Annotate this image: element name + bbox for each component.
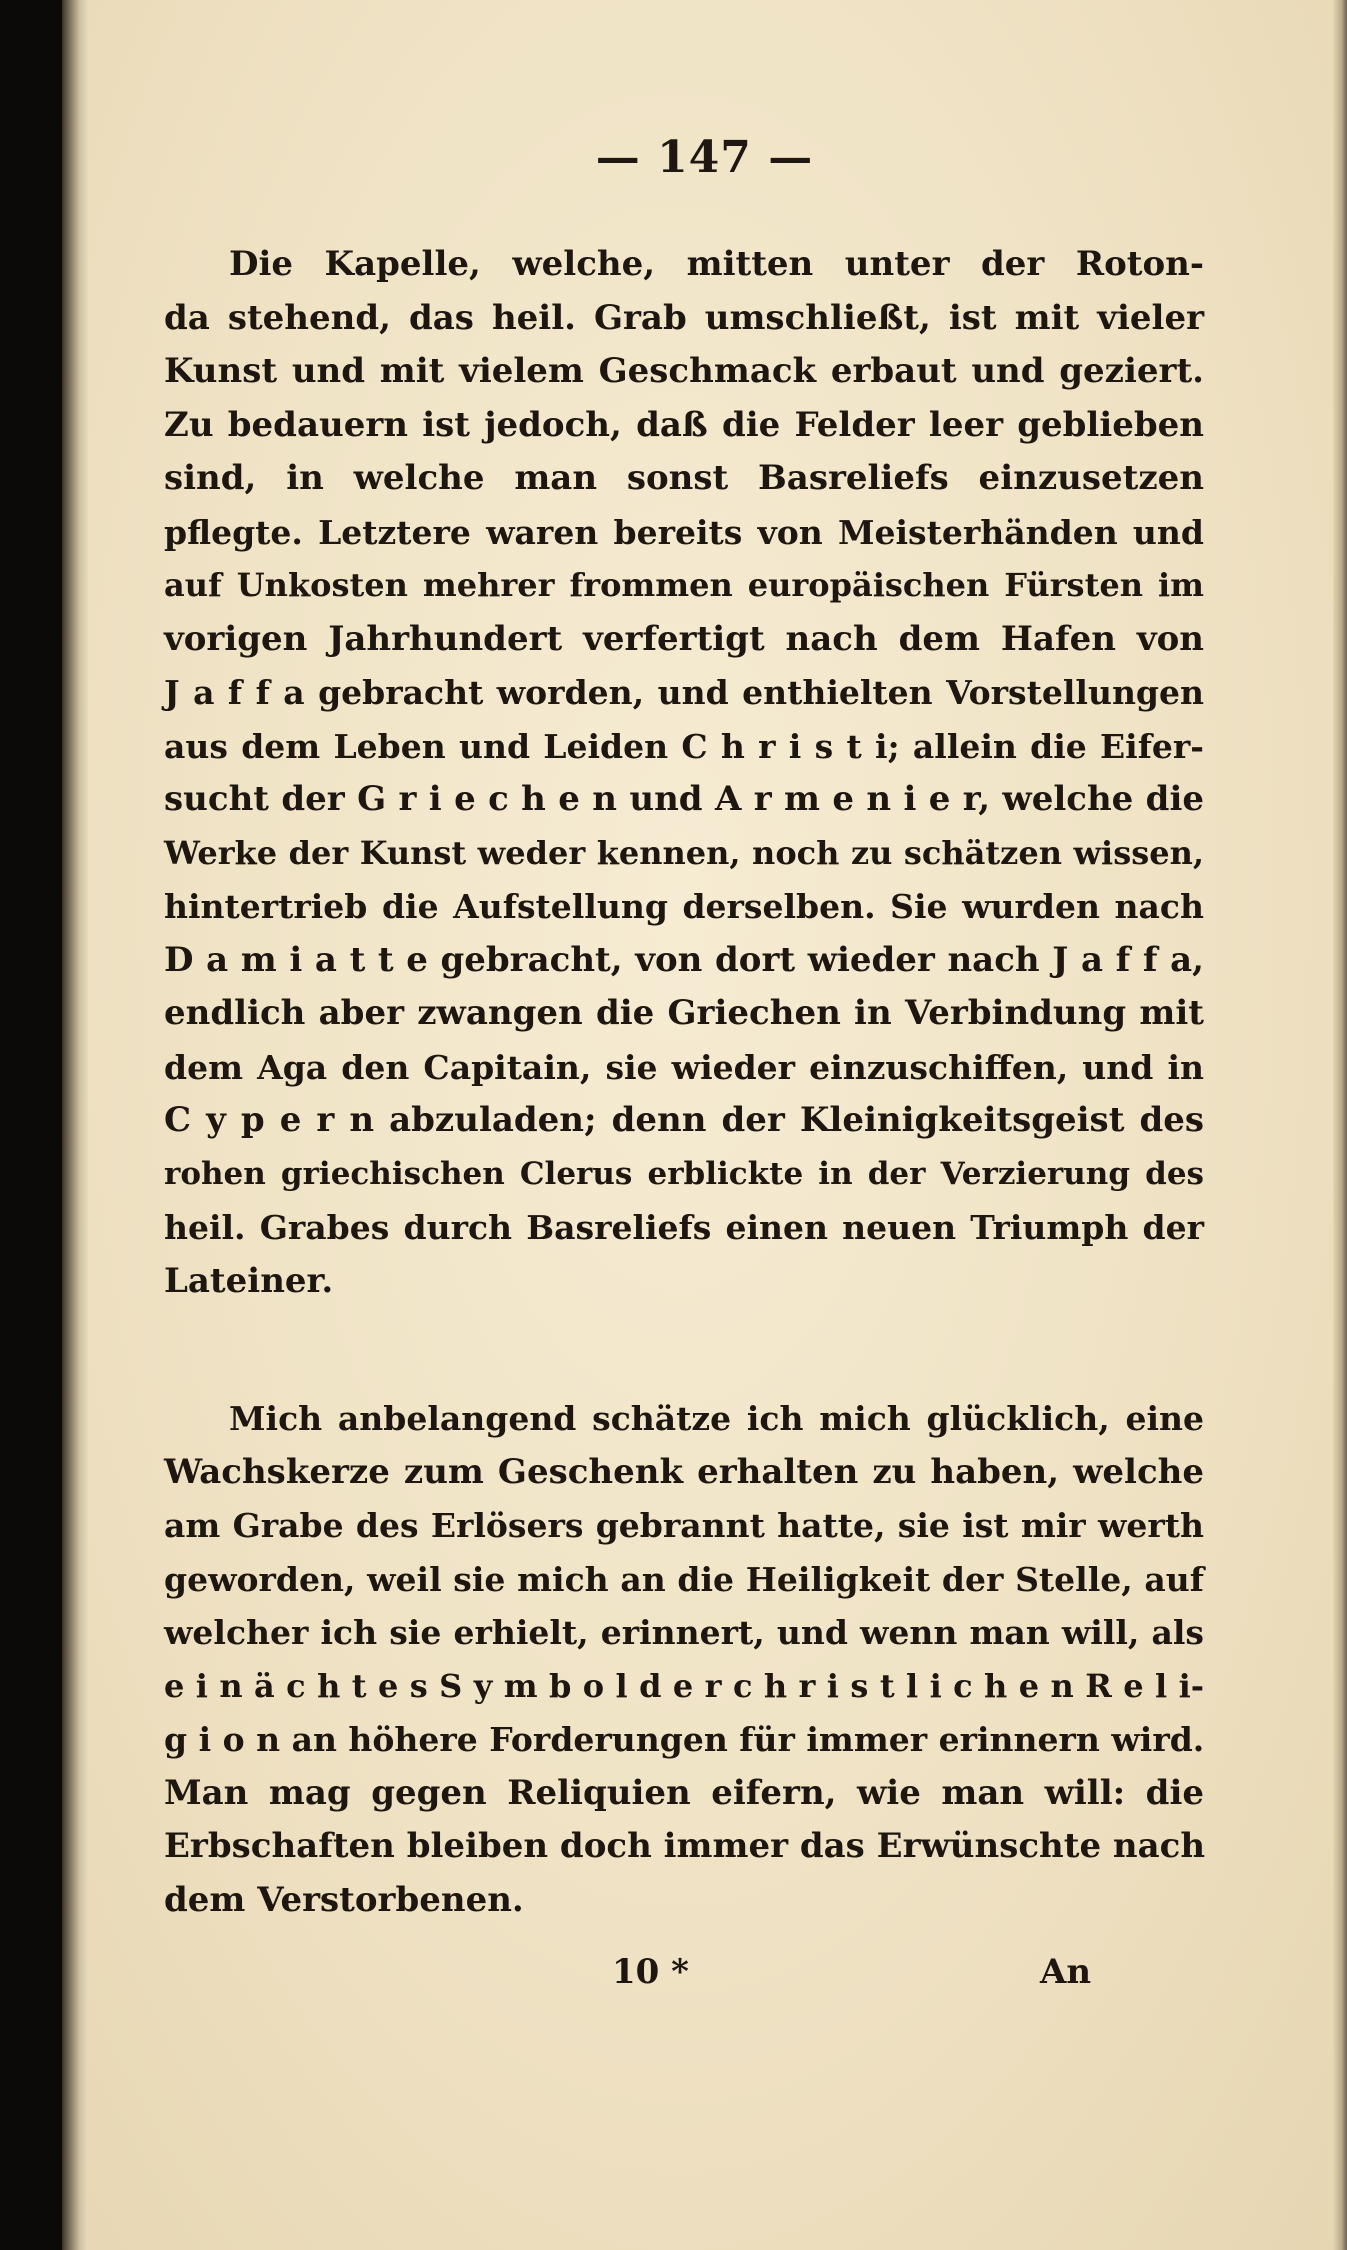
book-page [62,0,1347,2250]
text-line: Kunst und mit vielem Geschmack erbaut und geziert. [164,351,1204,391]
paragraph-1 [164,238,1204,1308]
text-line: dem Aga den Capitain, sie wieder einzuschiffen, und in [164,1047,1204,1087]
text-line: C y p e r n abzuladen; denn der Kleinigkeitsgeist des [164,1100,1204,1140]
text-line: Man mag gegen Reliquien eifern, wie man will: die [164,1772,1204,1813]
text-line: welcher ich sie erhielt, erinnert, und wenn man will, als [164,1613,1204,1652]
text-line: sucht der G r i e c h e n und A r m e n i e r, welche die [164,779,1204,819]
text-line: dem Verstorbenen. [164,1879,524,1920]
text-line: e i n ä c h t e s S y m b o l d e r c h r i s t l i c h e n R e l i- [164,1666,1204,1705]
page-edge-shadow [1333,0,1347,2250]
text-line: pflegte. Letztere waren bereits von Meisterhänden und [164,512,1204,552]
text-line: heil. Grabes durch Basreliefs einen neuen Triumph der [164,1208,1204,1247]
text-line: D a m i a t t e gebracht, von dort wieder nach J a f f a, [164,939,1204,980]
book-spine-shadow [62,0,88,2250]
text-line: aus dem Leben und Leiden C h r i s t i; allein die Eifer- [164,726,1204,766]
text-line: J a f f a gebracht worden, und enthielten Vorstellungen [164,673,1204,712]
paragraph-gap [164,1308,1204,1392]
text-line: Zu bedauern ist jedoch, daß die Felder leer geblieben [164,404,1204,445]
text-line: g i o n an höhere Forderungen für immer erinnern wird. [164,1720,1205,1759]
text-line: am Grabe des Erlösers gebrannt hatte, sie ist mir werth [164,1506,1204,1545]
text-line: vorigen Jahrhundert verfertigt nach dem Hafen von [164,618,1204,659]
text-line: geworden, weil sie mich an die Heiligkeit der Stelle, auf [164,1559,1204,1599]
text-line: sind, in welche man sonst Basreliefs einzusetzen [164,458,1204,498]
text-line: Erbschaften bleiben doch immer das Erwünschte nach [164,1826,1206,1866]
text-line: endlich aber zwangen die Griechen in Verbindung mit [164,993,1204,1033]
paragraph-2 [164,1392,1204,1927]
text-line: Lateiner. [164,1260,334,1301]
text-block [164,238,1204,1927]
text-line: auf Unkosten mehrer frommen europäischen Fürsten im [164,566,1204,604]
catchword: An [1040,1952,1092,1992]
text-line: da stehend, das heil. Grab umschließt, ist mit vieler [164,297,1204,338]
page-number: — 147 — [595,132,814,183]
text-line: Werke der Kunst weder kennen, noch zu schätzen wissen, [164,833,1204,872]
text-line: hintertrieb die Aufstellung derselben. Sie wurden nach [164,887,1204,926]
text-line: Die Kapelle, welche, mitten unter der Roton- [229,244,1204,284]
signature-mark: 10 * [612,1952,689,1992]
text-line: rohen griechischen Clerus erblickte in der Verzierung des [164,1155,1204,1192]
text-line: Wachskerze zum Geschenk erhalten zu haben, welche [164,1451,1204,1492]
text-line: Mich anbelangend schätze ich mich glücklich, eine [229,1399,1204,1438]
